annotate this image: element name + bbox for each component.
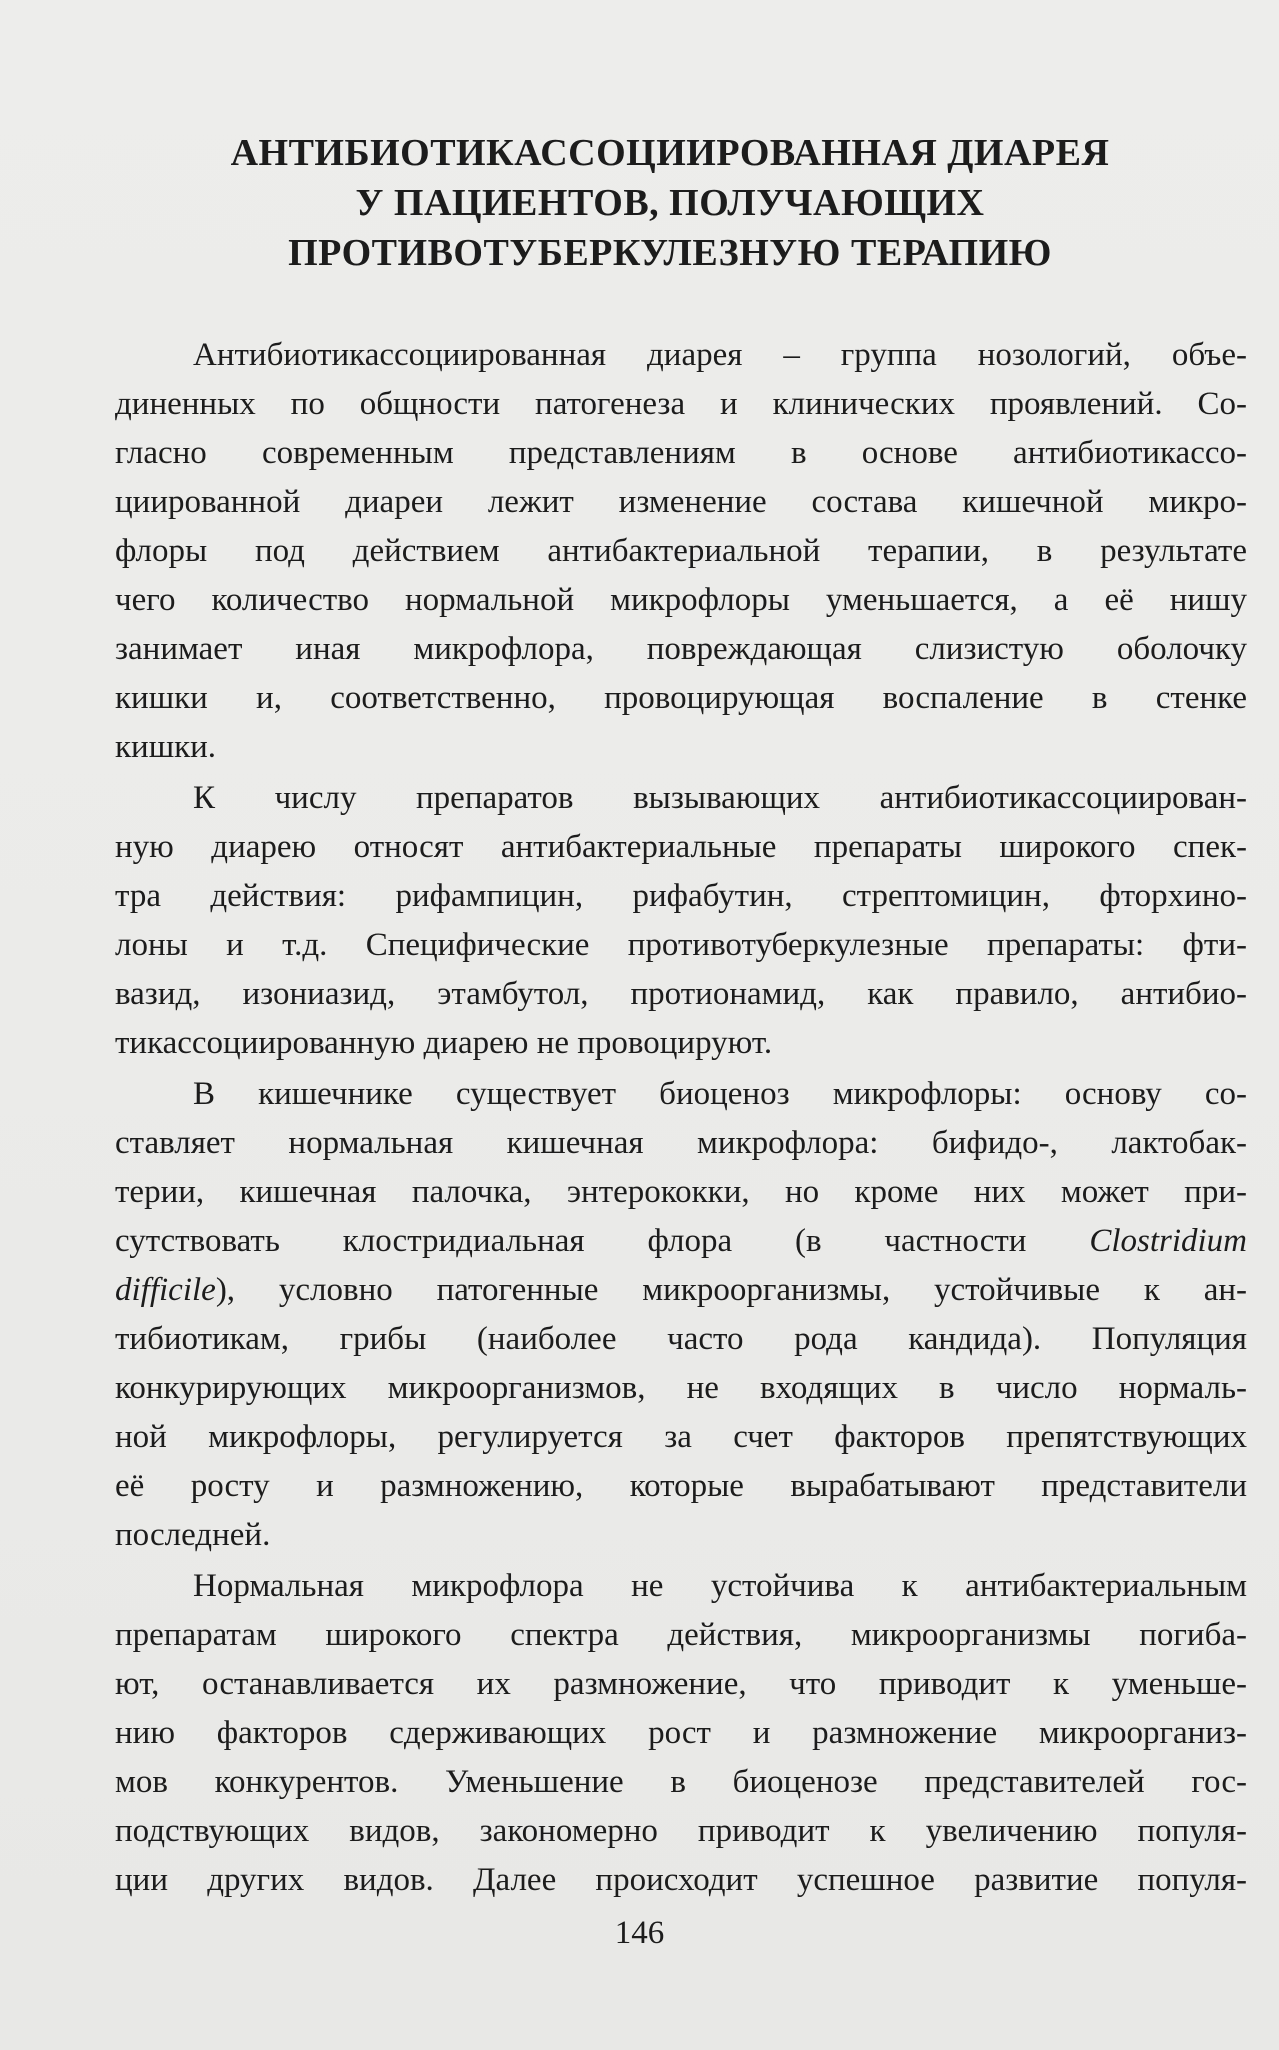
text-line: подствующих видов, закономерно приводит к увеличению популя- [115, 1813, 1247, 1849]
text-line: конкурирующих микроорганизмов, не входящих в число нормаль- [115, 1370, 1247, 1406]
text-line: диненных по общности патогенеза и клинических проявлений. Со- [115, 386, 1247, 422]
text-line: лоны и т.д. Специфические противотуберкулезные препараты: фти- [115, 927, 1247, 963]
text-line: тикассоциированную диарею не провоцируют. [115, 1025, 773, 1061]
heading-line: У ПАЦИЕНТОВ, ПОЛУЧАЮЩИХ [355, 182, 985, 224]
text-line: тра действия: рифампицин, рифабутин, стрептомицин, фторхино- [115, 878, 1247, 914]
text-line: последней. [115, 1517, 271, 1553]
text-line: терии, кишечная палочка, энтерококки, но кроме них может при- [115, 1174, 1247, 1210]
heading-line: ПРОТИВОТУБЕРКУЛЕЗНУЮ ТЕРАПИЮ [288, 232, 1052, 274]
text-line-mixed [115, 1217, 1247, 1266]
text-line: В кишечнике существует биоценоз микрофлоры: основу со- [193, 1076, 1247, 1112]
text-line: Нормальная микрофлора не устойчива к антибактериальным [193, 1568, 1247, 1604]
text-line: К числу препаратов вызывающих антибиотикассоциирован- [193, 780, 1247, 816]
text-line: вазид, изониазид, этамбутол, протионамид, как правило, антибио- [115, 976, 1247, 1012]
text-line: циированной диареи лежит изменение состава кишечной микро- [115, 484, 1247, 520]
text-line: чего количество нормальной микрофлоры уменьшается, а её нишу [115, 582, 1247, 618]
heading-line: АНТИБИОТИКАССОЦИИРОВАННАЯ ДИАРЕЯ [230, 132, 1110, 174]
italic-term: difficile [115, 1272, 216, 1308]
text-line: ют, останавливается их размножение, что приводит к уменьше- [115, 1666, 1247, 1702]
text-line: ставляет нормальная кишечная микрофлора: бифидо-, лактобак- [115, 1125, 1247, 1161]
text-line: ной микрофлоры, регулируется за счет факторов препятствующих [115, 1419, 1247, 1455]
text-line: нию факторов сдерживающих рост и размножение микроорганиз- [115, 1715, 1247, 1751]
text-fragment: сутствовать клостридиальная флора (в частности [115, 1223, 1027, 1259]
text-line: кишки и, соответственно, провоцирующая воспаление в стенке [115, 680, 1247, 716]
text-line: занимает иная микрофлора, повреждающая слизистую оболочку [115, 631, 1247, 667]
text-line: ции других видов. Далее происходит успешное развитие популя- [115, 1862, 1247, 1898]
text-line: флоры под действием антибактериальной терапии, в результате [115, 533, 1247, 569]
text-line-mixed [115, 1266, 1247, 1315]
text-line: тибиотикам, грибы (наиболее часто рода кандида). Популяция [115, 1321, 1247, 1357]
text-line: ную диарею относят антибактериальные препараты широкого спек- [115, 829, 1247, 865]
text-line: гласно современным представлениям в основе антибиотикассо- [115, 435, 1247, 471]
body-text [115, 331, 1247, 1905]
italic-term: Clostridium [1089, 1223, 1247, 1259]
text-line: её росту и размножению, которые вырабатывают представители [115, 1468, 1247, 1504]
text-line: Антибиотикассоциированная диарея – группа нозологий, объе- [193, 337, 1247, 373]
page-number: 146 [614, 1915, 665, 1951]
text-fragment: ), условно патогенные микроорганизмы, устойчивые к ан- [215, 1272, 1247, 1308]
text-line: кишки. [115, 729, 217, 765]
text-line: мов конкурентов. Уменьшение в биоценозе представителей гос- [115, 1764, 1247, 1800]
text-line: препаратам широкого спектра действия, микроорганизмы погиба- [115, 1617, 1247, 1653]
chapter-heading [150, 128, 1190, 278]
